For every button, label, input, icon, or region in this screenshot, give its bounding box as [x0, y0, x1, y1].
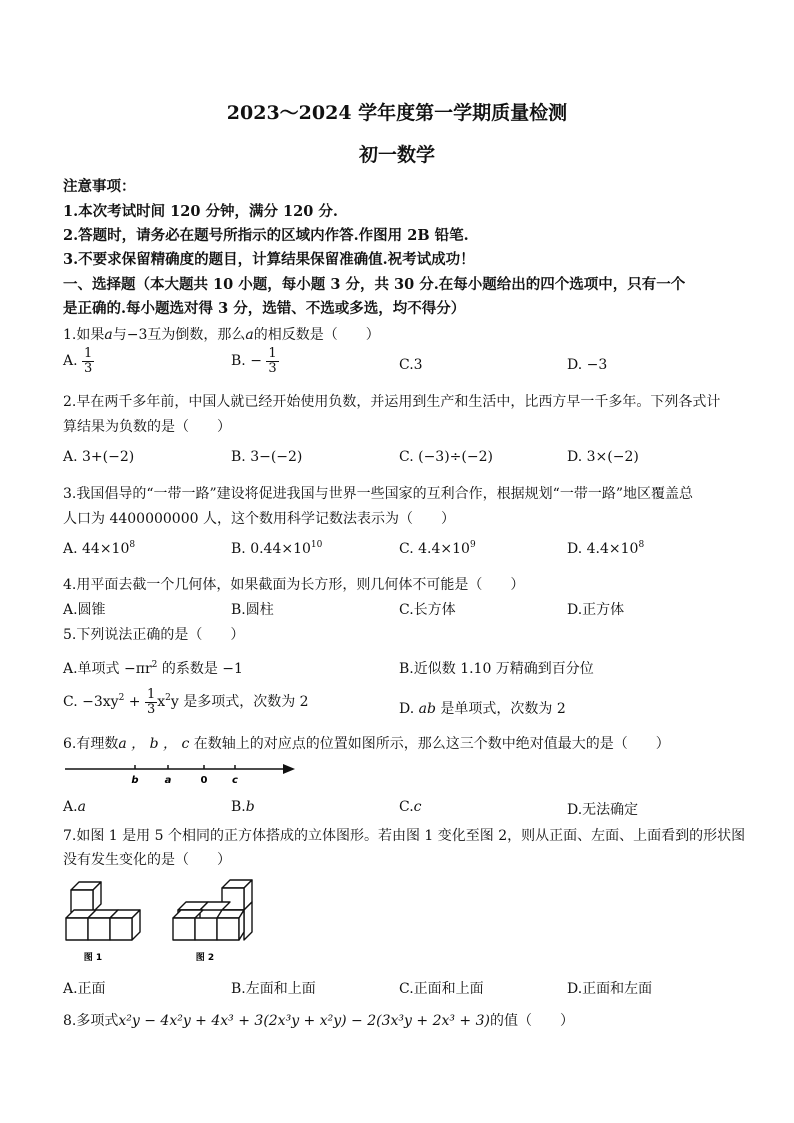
axis-label-a: a — [164, 775, 172, 786]
q8-expression: x²y − 4x²y + 4x³ + 3(2x³y + x²y) − 2(3x³y + 2x³ + 3) — [118, 1013, 490, 1029]
figure-1-label: 图 1 — [83, 953, 103, 963]
q6-option-d[interactable]: D.无法确定 — [567, 802, 639, 818]
figure-2-label: 图 2 — [195, 953, 215, 963]
q4-option-a[interactable]: A.圆锥 — [63, 602, 106, 618]
q7-stem-line1: 7.如图 1 是用 5 个相同的正方体搭成的立体图形。若由图 1 变化至图 2，则从正面、左面、上面看到的形状图 — [63, 828, 746, 844]
q1-stem: 1.如果a与−3互为倒数，那么a的相反数是（ ） — [63, 327, 380, 343]
q3-option-a[interactable]: A. $44\times 10^8$ — [63, 540, 136, 557]
q2-stem-line1: 2.早在两千多年前，中国人就已经开始使用负数，并运用到生产和生活中，比西方早一千多年。下列各式计 — [63, 394, 721, 410]
q7-stem-line2: 没有发生变化的是（ ） — [63, 852, 231, 868]
cube-figures — [63, 874, 273, 966]
exam-subject: 初一数学 — [358, 144, 435, 166]
q2-option-c[interactable]: C. (−3)÷(−2) — [399, 449, 493, 465]
q7-option-c[interactable]: C.正面和上面 — [399, 981, 484, 997]
q5-option-c[interactable]: C. $-3xy^2$ + $\frac{1}{3}$ $x^2y$ 是多项式，次数为 2 — [63, 687, 309, 717]
notes-heading: 注意事项： — [63, 178, 136, 195]
q1-option-d[interactable]: D. −3 — [567, 357, 608, 373]
q2-option-a[interactable]: A. 3+(−2) — [63, 449, 135, 465]
figure-1-cubes — [66, 882, 140, 940]
note-3: 3.不要求保留精确度的题目，计算结果保留准确值.祝考试成功！ — [63, 251, 475, 268]
section-heading-line1: 一、选择题（本大题共 10 小题，每小题 3 分，共 30 分.在每小题给出的四个选项中，只有一个 — [63, 276, 686, 293]
q1-option-b[interactable]: B. − $\frac{1}{3}$ — [231, 346, 277, 376]
q1-option-c[interactable]: C.3 — [399, 357, 423, 373]
section-heading-line2: 是正确的.每小题选对得 3 分，选错、不选或多选，均不得分） — [63, 300, 466, 317]
figure-2-cubes — [173, 880, 252, 940]
q4-option-d[interactable]: D.正方体 — [567, 602, 625, 618]
q7-option-a[interactable]: A.正面 — [63, 981, 106, 997]
q1-option-a[interactable]: A. $\frac{1}{3}$ — [63, 346, 93, 376]
q3-option-b[interactable]: B. $0.44\times 10^{10}$ — [231, 540, 323, 557]
note-1: 1.本次考试时间 120 分钟，满分 120 分. — [63, 203, 338, 220]
q5-option-a[interactable]: A.单项式 $-\pi r^2$ 的系数是 −1 — [63, 660, 243, 677]
axis-label-0: 0 — [200, 775, 208, 786]
q7-option-b[interactable]: B.左面和上面 — [231, 981, 316, 997]
axis-label-b: b — [131, 775, 139, 786]
q8-stem: 8.多项式x²y − 4x²y + 4x³ + 3(2x³y + x²y) − 2(3x³y + 2x³ + 3)的值（ ） — [63, 1013, 574, 1029]
q5-option-b[interactable]: B.近似数 1.10 万精确到百分位 — [399, 661, 594, 677]
q4-option-c[interactable]: C.长方体 — [399, 602, 456, 618]
exam-title: 2023～2024 学年度第一学期质量检测 — [226, 102, 568, 124]
q3-option-c[interactable]: C. $4.4\times 10^9$ — [399, 540, 476, 557]
q4-option-b[interactable]: B.圆柱 — [231, 602, 274, 618]
q4-stem: 4.用平面去截一个几何体，如果截面为长方形，则几何体不可能是（ ） — [63, 577, 525, 593]
q2-stem-line2: 算结果为负数的是（ ） — [63, 419, 231, 435]
q3-stem-line2: 人口为 4400000000 人，这个数用科学记数法表示为（ ） — [63, 511, 455, 527]
q3-stem-line1: 3.我国倡导的“一带一路”建设将促进我国与世界一些国家的互利合作，根据规划“一带一路”地区覆盖总 — [63, 486, 693, 502]
number-line-figure — [63, 758, 303, 786]
q5-stem: 5.下列说法正确的是（ ） — [63, 627, 245, 643]
q6-option-b[interactable]: B.b — [231, 799, 255, 815]
axis-label-c: c — [232, 775, 238, 786]
q7-option-d[interactable]: D.正面和左面 — [567, 981, 653, 997]
note-2: 2.答题时，请务必在题号所指示的区域内作答.作图用 2B 铅笔. — [63, 227, 469, 244]
q2-option-b[interactable]: B. 3−(−2) — [231, 449, 303, 465]
q6-stem: 6.有理数a ， b ， c 在数轴上的对应点的位置如图所示，那么这三个数中绝对值最大的是（ ） — [63, 736, 670, 752]
q6-option-a[interactable]: A.a — [63, 799, 86, 815]
q2-option-d[interactable]: D. 3×(−2) — [567, 449, 639, 465]
q5-option-d[interactable]: D. ab 是单项式，次数为 2 — [399, 701, 566, 717]
q3-option-d[interactable]: D. $4.4\times 10^8$ — [567, 540, 645, 557]
number-line-arrow — [283, 764, 295, 774]
q6-option-c[interactable]: C.c — [399, 799, 422, 815]
